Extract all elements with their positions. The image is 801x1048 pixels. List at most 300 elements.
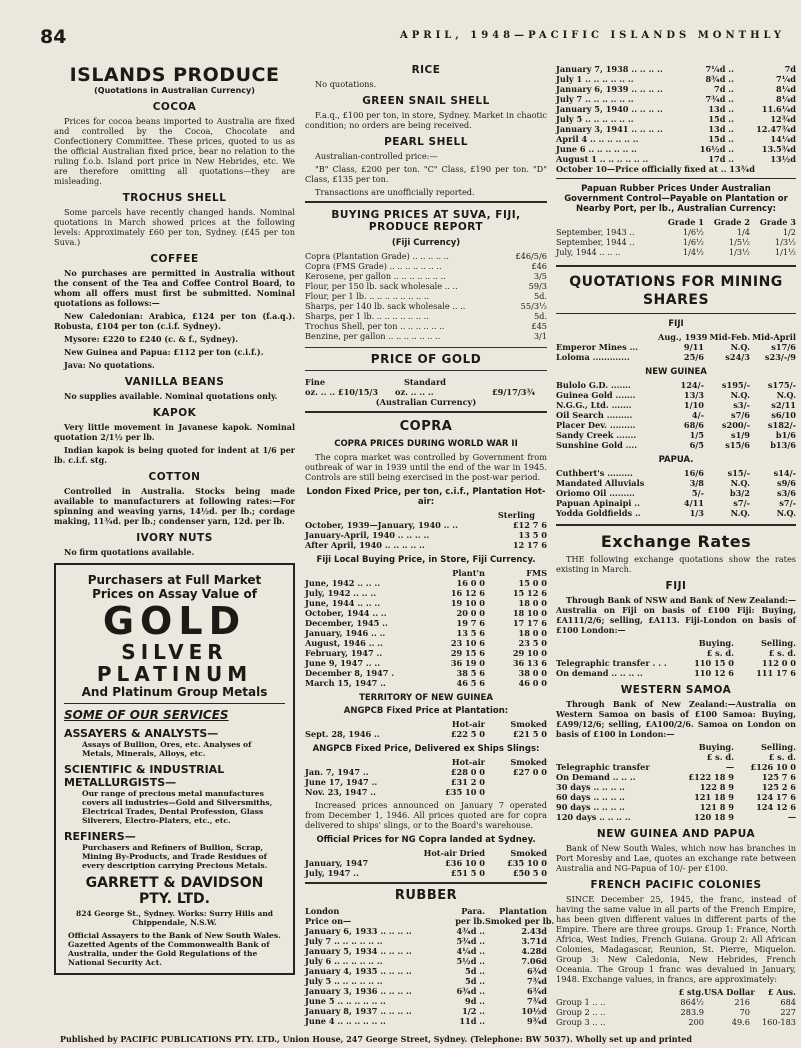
table-cell: 59/3 (528, 281, 547, 291)
table-cell: £ s. d. (706, 648, 734, 658)
table-row (305, 719, 547, 729)
table-cell: September, 1943 .. (556, 227, 635, 237)
table-cell: January 3, 1936 .. .. .. .. (305, 986, 412, 996)
table-cell: 25/6 (683, 352, 704, 362)
coffee-text: Mysore: £220 to £240 (c. & f., Sydney). (64, 334, 239, 344)
table-row (305, 638, 547, 648)
table-cell: June 4 .. .. .. .. .. .. (305, 1016, 386, 1026)
publisher-footer: Published by PACIFIC PUBLICATIONS PTY. LTD., Union House, 247 George Street, Sydney. (Telephone: BW 5037). Wholly set up and printed (60, 1034, 692, 1044)
table-cell: Grade 2 (713, 217, 750, 227)
table-cell: 4/- (691, 410, 704, 420)
table-row (556, 802, 796, 812)
fiji-exchange-table (556, 638, 796, 678)
fiji-exchange-text: Through Bank of NSW and Bank of New Zealand:—Australia on Fiji on basis of £100 Fiji: Buying, £A111/2/6; selling, £A113. Fiji-London on basis of £100 London:— (556, 595, 796, 635)
table-row (305, 540, 547, 550)
table-row (556, 247, 796, 257)
table-cell: 4¾d .. (456, 926, 485, 936)
table-cell: December 8, 1947 . (305, 668, 395, 678)
column-middle (305, 64, 555, 1026)
gold-price-heading: PRICE OF GOLD (370, 352, 482, 366)
table-row (305, 608, 547, 618)
suva-currency: (Fiji Currency) (391, 238, 461, 248)
table-cell: June 5 .. .. .. .. .. .. (305, 996, 386, 1006)
table-cell: 11d .. (459, 1016, 485, 1026)
table-cell: Sept. 28, 1946 .. (305, 729, 380, 739)
kapok-text: Indian kapok is being quoted for indent at 1/6 per lb. c.i.f. stg. (54, 445, 295, 465)
table-cell: July, 1942 .. .. .. (305, 588, 377, 598)
table-cell: January, 1946 .. .. (305, 628, 386, 638)
copra-text: The copra market was controlled by Government from outbreak of war in 1939 until the end of the war in 1945. Controls are still being exercised in the post-war period. (305, 452, 547, 482)
table-cell: 46 5 6 (456, 678, 485, 688)
table-cell: 7¼d (776, 74, 796, 84)
table-row (556, 772, 796, 782)
table-row (556, 997, 796, 1007)
table-cell: USA Dollar (704, 987, 755, 997)
currency-note: (Quotations in Australian Currency) (94, 86, 255, 95)
table-cell: January 7, 1938 .. .. .. .. (556, 64, 663, 74)
table-cell: January-April, 1940 .. .. .. .. (305, 530, 430, 540)
table-cell: 9¾d (527, 1016, 547, 1026)
table-cell (305, 568, 423, 578)
table-cell: £51 5 0 (450, 868, 485, 878)
table-cell: £28 0 0 (450, 767, 485, 777)
copra-subheading: COPRA PRICES DURING WORLD WAR II (334, 439, 518, 449)
table-row (305, 301, 547, 311)
suva-heading: BUYING PRICES AT SUVA, FIJI, PRODUCE REPORT (331, 209, 521, 233)
london-heading: London Fixed Price, per ton, c.i.f., Plantation Hot-air: (306, 487, 546, 507)
table-cell: January 3, 1941 .. .. .. .. (556, 124, 663, 134)
table-cell: Smoked (510, 757, 547, 767)
table-cell: 11.6¼d (761, 104, 796, 114)
table-row (556, 227, 796, 237)
table-cell: 121 8 9 (699, 802, 734, 812)
table-cell: 5/- (691, 488, 704, 498)
snail-text: F.a.q., £100 per ton, in store, Sydney. Market in chaotic condition; no orders are being received. (305, 110, 547, 130)
vanilla-heading: VANILLA BEANS (124, 376, 225, 388)
table-row (556, 352, 796, 362)
table-row (556, 782, 796, 792)
garrett-davidson-advertisement (54, 563, 295, 975)
table-cell: s15/6 (725, 440, 750, 450)
table-cell: s23/-/9 (764, 352, 796, 362)
table-cell: N.Q. (776, 390, 796, 400)
table-row (556, 468, 796, 478)
table-cell: Hot-air (451, 719, 485, 729)
table-cell (485, 787, 547, 797)
table-cell: s15/- (727, 468, 750, 478)
london-price-list (305, 520, 547, 550)
table-cell: 1/6½ (682, 237, 704, 247)
table-cell: Jan. 7, 1947 .. (305, 767, 369, 777)
table-cell: 16 0 0 (456, 578, 485, 588)
ivory-heading: IVORY NUTS (136, 532, 213, 544)
ad-address: 824 George St., Sydney. Works: Surry Hills and Chippendale, N.S.W. (75, 909, 274, 927)
table-cell: 13d .. (708, 124, 734, 134)
table-cell: 684 (780, 997, 796, 1007)
table-cell: Para. (461, 906, 485, 916)
section-title: ISLANDS PRODUCE (69, 64, 280, 86)
coffee-heading: COFFEE (150, 253, 199, 265)
table-cell: 6¾d .. (456, 986, 485, 996)
table-cell: 12 17 6 (512, 540, 547, 550)
table-cell: 4¼d .. (456, 946, 485, 956)
table-cell: s6/10 (771, 410, 796, 420)
table-cell: £ s. d. (768, 648, 796, 658)
table-row (556, 792, 796, 802)
fiji-buying-heading: Fiji Local Buying Price, in Store, Fiji Currency. (316, 555, 536, 565)
table-cell: 1/4 (736, 227, 750, 237)
table-cell: 1/2 .. (462, 1006, 485, 1016)
table-cell: £27 0 0 (512, 767, 547, 777)
table-cell: Mandated Alluvials (556, 478, 645, 488)
table-cell: 13/3 (683, 390, 704, 400)
table-cell: 29 10 0 (512, 648, 547, 658)
table-cell: February, 1947 .. (305, 648, 383, 658)
table-cell: 10½d (521, 1006, 547, 1016)
table-cell: s9/6 (777, 478, 796, 488)
table-cell: January 6, 1939 .. .. .. .. (556, 84, 663, 94)
table-cell: Telegraphic transfer . . . (556, 658, 667, 668)
table-cell: FMS (526, 568, 547, 578)
table-cell: N.Q. (730, 508, 750, 518)
table-row (556, 1017, 796, 1027)
mining-heading: QUOTATIONS FOR MINING SHARES (569, 274, 783, 308)
table-cell: Sharps, per 1 lb. .. .. .. .. .. .. .. (305, 311, 429, 321)
table-cell: 112 0 0 (761, 658, 796, 668)
table-cell: July 7 .. .. .. .. .. .. (305, 936, 383, 946)
table-cell (556, 217, 658, 227)
table-row (556, 400, 796, 410)
table-row (556, 154, 796, 164)
table-row (556, 390, 796, 400)
table-cell: s7/- (733, 498, 750, 508)
table-cell: b3/2 (729, 488, 750, 498)
rice-text: No quotations. (315, 79, 377, 89)
table-cell: s3/- (733, 400, 750, 410)
table-cell: 7¼d .. (705, 64, 734, 74)
table-cell: 13 5 0 (518, 530, 547, 540)
table-cell: After April, 1940 .. .. .. .. .. (305, 540, 425, 550)
table-cell: 124/- (680, 380, 704, 390)
ng-copra-table (305, 848, 547, 878)
table-cell: July 1 .. .. .. .. .. .. (556, 74, 634, 84)
rubber-table (305, 906, 555, 1026)
table-cell (305, 848, 423, 858)
table-cell: 8¼d (776, 94, 796, 104)
table-row (556, 124, 796, 134)
table-cell: 14¼d (770, 134, 796, 144)
table-row (305, 1016, 547, 1026)
table-cell: N.Q. (730, 342, 750, 352)
table-cell: 4/11 (683, 498, 704, 508)
table-row (556, 94, 796, 104)
table-row (556, 478, 796, 488)
table-cell: 36 13 6 (512, 658, 547, 668)
table-cell: 227 (780, 1007, 796, 1017)
table-cell: N.Q. (730, 390, 750, 400)
table-cell: 15 12 6 (512, 588, 547, 598)
table-row (305, 588, 547, 598)
table-cell: s3/6 (777, 488, 796, 498)
table-cell: 49.6 (731, 1017, 750, 1027)
table-cell: b13/6 (770, 440, 796, 450)
table-cell: £ s. d. (768, 752, 796, 762)
mining-papua-heading: PAPUA. (658, 455, 694, 465)
table-cell: 7¾d .. (705, 94, 734, 104)
table-cell: 15 0 0 (518, 578, 547, 588)
table-cell: Smoked (510, 848, 547, 858)
table-cell: b1/6 (775, 430, 796, 440)
table-cell: Telegraphic transfer (556, 762, 650, 772)
table-cell: Smoked per lb. (485, 916, 555, 926)
table-row (305, 520, 547, 530)
running-header: APRIL, 1948—PACIFIC ISLANDS MONTHLY (400, 30, 786, 41)
territory-heading: TERRITORY OF NEW GUINEA (359, 693, 493, 703)
mining-fiji-table (556, 332, 796, 362)
table-cell: July 5 .. .. .. .. .. .. (305, 976, 383, 986)
table-row (305, 936, 547, 946)
london-currency: Sterling (497, 510, 535, 520)
table-cell: 8¾d .. (705, 74, 734, 84)
table-row (305, 321, 547, 331)
vanilla-text: No supplies available. Nominal quotations only. (64, 391, 278, 401)
table-row (556, 104, 796, 114)
trochus-text: Some parcels have recently changed hands. Nominal quotations in March showed prices at the following levels: Approximately £60 per ton, Sydney. (£45 per ton Suva.) (54, 207, 295, 247)
coffee-text: New Guinea and Papua: £112 per ton (c.i.f.). (64, 347, 264, 357)
column-islands-produce (54, 64, 295, 975)
table-cell: Yodda Goldfields .. (556, 508, 641, 518)
exchange-intro: THE following exchange quotations show the rates existing in March. (556, 554, 796, 574)
table-cell: 5¾d .. (456, 936, 485, 946)
samoa-table (556, 742, 796, 822)
table-row (305, 251, 547, 261)
table-cell: July, 1944 .. .. .. (556, 247, 621, 257)
cocoa-heading: COCOA (152, 101, 197, 113)
gold-currency: (Australian Currency) (375, 397, 477, 407)
table-cell: Selling. (761, 742, 796, 752)
table-cell: Benzine, per gallon .. .. .. .. .. .. .. (305, 331, 441, 341)
table-cell: £35 10 0 (507, 858, 547, 868)
table-row (556, 410, 796, 420)
table-cell: July 6 .. .. .. .. .. .. (305, 956, 383, 966)
table-cell: 13 5 6 (456, 628, 485, 638)
table-cell: — (787, 812, 796, 822)
table-cell: 1/5½ (728, 237, 750, 247)
table-row (305, 858, 547, 868)
table-cell: 5½d .. (456, 956, 485, 966)
ad-company: GARRETT & DAVIDSON (85, 875, 264, 891)
table-row (556, 488, 796, 498)
mining-papua-table (556, 468, 796, 518)
table-cell: June, 1942 .. .. .. (305, 578, 381, 588)
ad-service-heading: SCIENTIFIC & INDUSTRIAL METALLURGISTS— (64, 763, 225, 789)
ivory-text: No firm quotations available. (64, 547, 195, 557)
kapok-heading: KAPOK (152, 407, 197, 419)
table-cell: Kerosene, per gallon .. .. .. .. .. .. .. (305, 271, 446, 281)
table-cell: Emperor Mines ... (556, 342, 639, 352)
table-row (305, 956, 547, 966)
table-cell: N.G.G., Ltd. ....... (556, 400, 632, 410)
table-cell: Group 3 .. .. (556, 1017, 606, 1027)
ad-service-heading: ASSAYERS & ANALYSTS— (64, 727, 219, 740)
table-cell: 864½ (680, 997, 704, 1007)
table-cell: £46/5/6 (515, 251, 547, 261)
table-cell: Hot-air (451, 757, 485, 767)
table-cell: 1/3½ (728, 247, 750, 257)
table-cell: October, 1944 .. .. (305, 608, 387, 618)
table-row (556, 430, 796, 440)
cotton-heading: COTTON (148, 471, 201, 483)
table-cell: Flour, per 150 lb. sack wholesale .. .. (305, 281, 458, 291)
table-cell: 70 (739, 1007, 750, 1017)
table-cell: 7¾d (527, 976, 547, 986)
table-row (556, 64, 796, 74)
rubber-fixed-note: October 10—Price officially fixed at .. 13¾d (556, 164, 755, 174)
table-cell: Bulolo G.D. ....... (556, 380, 631, 390)
table-cell: 216 (734, 997, 750, 1007)
table-row (556, 84, 796, 94)
table-row (556, 237, 796, 247)
table-cell: Loloma ............. (556, 352, 630, 362)
table-row (556, 342, 796, 352)
ad-line: Prices on Assay Value of (92, 587, 257, 601)
table-cell: 2.43d (521, 926, 547, 936)
table-cell: s7/- (779, 498, 796, 508)
rice-heading: RICE (411, 64, 441, 76)
table-row (305, 906, 547, 916)
table-cell: Flour, per 1 lb. .. .. .. .. .. .. .. .. (305, 291, 430, 301)
table-cell: s200/- (721, 420, 750, 430)
table-cell: £35 10 0 (445, 787, 485, 797)
table-row (556, 498, 796, 508)
table-row (305, 678, 547, 688)
table-cell: January, 1947 (305, 858, 369, 868)
table-cell: On Demand .. .. .. (556, 772, 636, 782)
table-cell (305, 757, 423, 767)
table-row (305, 926, 547, 936)
table-cell: Copra (FMS Grade) .. .. .. .. .. .. .. (305, 261, 442, 271)
table-cell: 1/3½ (774, 237, 796, 247)
table-cell: June 17, 1947 .. (305, 777, 378, 787)
coffee-text: New Caledonian: Arabica, £124 per ton (f.a.q.). Robusta, £104 per ton (c.i.f. Sydney). (54, 311, 295, 331)
table-cell: Selling. (761, 638, 796, 648)
table-cell: 3/8 (689, 478, 704, 488)
slings-table (305, 757, 547, 797)
table-cell: 120 days .. .. .. .. (556, 812, 631, 822)
table-cell: 5d .. (465, 976, 485, 986)
table-cell: June, 1944 .. .. .. (305, 598, 381, 608)
pearl-text: Transactions are unofficially reported. (315, 187, 475, 197)
table-cell: 4.28d (521, 946, 547, 956)
table-cell: 7d (784, 64, 796, 74)
table-row (305, 777, 547, 787)
snail-heading: GREEN SNAIL SHELL (362, 95, 490, 107)
pearl-heading: PEARL SHELL (384, 136, 468, 148)
table-cell: 19 7 6 (456, 618, 485, 628)
table-cell: 121 18 9 (694, 792, 734, 802)
table-cell: 7.06d (521, 956, 547, 966)
table-cell: Oil Search ......... (556, 410, 633, 420)
table-cell: 1/5 (689, 430, 704, 440)
table-cell: 1/10 (683, 400, 704, 410)
table-cell (305, 719, 423, 729)
exchange-heading: Exchange Rates (600, 532, 752, 551)
table-cell: January 6, 1933 .. .. .. .. (305, 926, 412, 936)
table-row (556, 812, 796, 822)
table-cell: 17d .. (708, 154, 734, 164)
suva-price-list (305, 251, 547, 341)
table-cell: £46 (531, 261, 547, 271)
table-cell: Papuan Apinaipi .. (556, 498, 640, 508)
table-cell: March 15, 1947 .. (305, 678, 386, 688)
ngp-text: Bank of New South Wales, which now has branches in Port Moresby and Lae, quotes an exchange rate between Australia and NG-Papua of 10/- per £100. (556, 843, 796, 873)
table-cell: 18 0 0 (518, 628, 547, 638)
table-row (305, 578, 547, 588)
table-cell: 1/1½ (774, 247, 796, 257)
table-cell: 38 0 0 (518, 668, 547, 678)
table-cell: 124 17 6 (756, 792, 796, 802)
ad-service-heading: REFINERS— (64, 830, 136, 843)
pearl-text: "B" Class, £200 per ton. "C" Class, £190 per ton. "D" Class, £135 per ton. (305, 164, 547, 184)
table-cell: 90 days .. .. .. .. (556, 802, 625, 812)
table-row (305, 757, 547, 767)
table-cell: 18 10 0 (512, 608, 547, 618)
table-row (305, 848, 547, 858)
coffee-text: No purchases are permitted in Australia without the consent of the Tea and Coffee Control Board, to whom all offers must first be submitted. Nominal quotations as follows:— (54, 268, 295, 308)
table-cell: 60 days .. .. .. .. (556, 792, 625, 802)
table-cell: 124 12 6 (756, 802, 796, 812)
table-cell (556, 638, 672, 648)
ad-platinum: PLATINUM (96, 662, 253, 686)
fiji-exchange-heading: FIJI (665, 580, 687, 592)
papuan-rubber-heading: Papuan Rubber Prices Under Australian Government Control—Payable on Plantation or Nearby Port, per lb., Australian Currency: (564, 184, 788, 214)
table-cell: s17/6 (771, 342, 796, 352)
table-cell: 160-183 (761, 1017, 796, 1027)
table-cell: Placer Dev. ......... (556, 420, 636, 430)
cocoa-text: Prices for cocoa beans imported to Australia are fixed and controlled by the Cocoa, Chocolate and Confectionery Committee. These prices, quoted to us as the official Australian fixed price, bear no relation to the ruling f.o.b. Island port price in New Hebrides, etc. We are therefore omitting all quotations—they are misleading. (54, 116, 295, 186)
table-cell: Oriomo Oil ......... (556, 488, 635, 498)
table-cell: 15d .. (708, 134, 734, 144)
ad-service-text: Purchasers and Refiners of Bullion, Scrap, Mining By-Products, and Trade Residues of every description carrying Precious Metals. (82, 843, 268, 870)
table-cell: £ s. d. (706, 752, 734, 762)
ad-service-text: Our range of precious metal manufactures covers all industries—Gold and Silversmiths, Electrical Trades, Dental Profession, Glass Silverers, Electro-Platers, etc., etc. (82, 789, 273, 825)
table-cell: Smoked (510, 719, 547, 729)
table-cell: Plantation (499, 906, 547, 916)
table-row (305, 331, 547, 341)
table-cell: 110 15 0 (694, 658, 734, 668)
table-cell: July, 1947 .. (305, 868, 359, 878)
table-cell: 16½d .. (699, 144, 734, 154)
table-row (305, 648, 547, 658)
table-cell: 110 12 6 (694, 668, 734, 678)
table-cell: April 4 .. .. .. .. .. .. (556, 134, 639, 144)
table-cell: August, 1946 .. .. (305, 638, 383, 648)
table-cell: 5d. (533, 311, 547, 321)
table-cell: Sandy Creek ....... (556, 430, 637, 440)
ad-service-text: Assays of Bullion, Ores, etc. Analyses of Metals, Minerals, Alloys, etc. (82, 740, 252, 758)
table-cell: Mid-Feb. (709, 332, 750, 342)
table-row (305, 628, 547, 638)
table-row (305, 946, 547, 956)
table-cell: 3.71d (521, 936, 547, 946)
table-row (305, 787, 547, 797)
gold-value-row: oz. .. .. £10/15/3 oz. .. .. .. £9/17/3¾ (305, 387, 535, 397)
table-row (556, 752, 796, 762)
table-cell: July 5 .. .. .. .. .. .. (556, 114, 634, 124)
table-cell: January 5, 1940 .. .. .. .. (556, 104, 663, 114)
table-cell: September, 1944 .. (556, 237, 635, 247)
table-cell: 16 12 6 (450, 588, 485, 598)
